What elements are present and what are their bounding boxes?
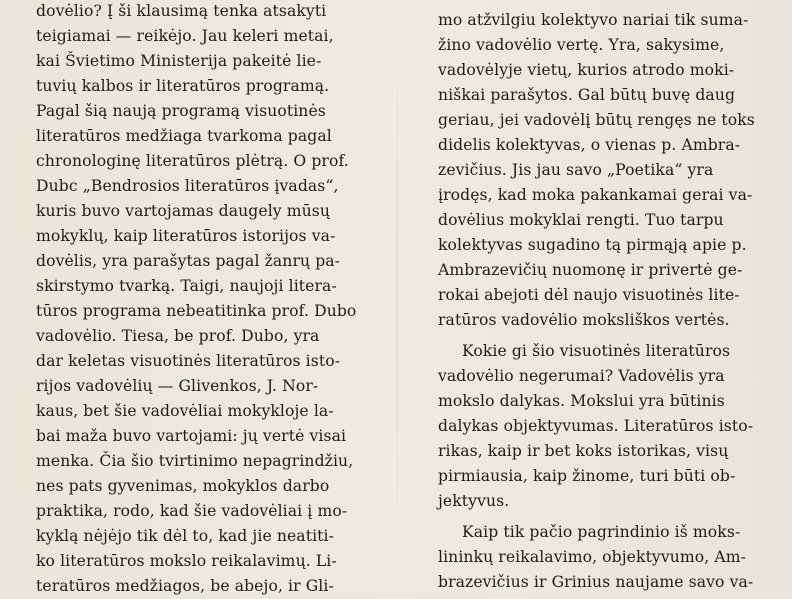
text-line: vadovėlio. Tiesa, be prof. Dubo, yra	[36, 327, 320, 345]
text-line: teratūros medžiagos, be abejo, ir Gli-	[36, 577, 334, 595]
text-line: kuris buvo vartojamas daugely mūsų	[36, 202, 331, 220]
text-line: pirmiausia, kaip žinome, turi būti ob-	[438, 467, 736, 485]
text-line: bai maža buvo vartojami: jų vertė visai	[36, 427, 347, 445]
text-line: mokslo dalykas. Mokslui yra būtinis	[438, 392, 725, 410]
text-line: zevičius. Jis jau savo „Poetika“ yra	[438, 161, 714, 179]
text-line: kyklą nėjėjo tik dėl to, kad jie neatiti-	[36, 527, 334, 545]
text-line: mo atžvilgiu kolektyvo nariai tik suma-	[438, 11, 749, 29]
text-line: kolektyvas sugadino tą pirmąją apie p.	[438, 236, 747, 254]
text-line: dar keletas visuotinės literatūros isto-	[36, 352, 341, 370]
text-line: dalykas objektyvumas. Literatūros isto-	[438, 417, 754, 435]
text-line: praktika, rodo, kad šie vadovėliai į mo-	[36, 502, 348, 520]
text-line: dovėlis, yra parašytas pagal žanrų pa-	[36, 252, 341, 270]
text-line: kai Švietimo Ministerija pakeitė lie-	[36, 52, 322, 70]
text-line: didelis kolektyvas, o vienas p. Ambra-	[438, 136, 741, 154]
text-line: menka. Čia šio tvirtinimo nepagrindžiu,	[36, 452, 354, 470]
text-line: rokai abejoti dėl naujo visuotinės lite-	[438, 286, 740, 304]
text-line: teigiamai — reikėjo. Jau keleri metai,	[36, 27, 334, 45]
text-line: literatūros medžiaga tvarkoma pagal	[36, 127, 332, 145]
text-line: jektyvus.	[438, 492, 510, 510]
text-line: tūros programa nebeatitinka prof. Dubo	[36, 302, 357, 320]
paragraph-start-line: Kokie gi šio visuotinės literatūros	[462, 342, 731, 360]
text-line: skirstymo tvarką. Taigi, naujoji litera-	[36, 277, 337, 295]
column-gutter	[396, 0, 398, 593]
text-line: ratūros vadovėlio moksliškos vertės.	[438, 311, 730, 329]
text-line: rikas, kaip ir bet koks istorikas, visų	[438, 442, 729, 460]
text-line: geriau, jei vadovėlį būtų rengęs ne toks	[438, 111, 755, 129]
text-line: dovėlio? Į ši klausimą tenka atsakyti	[36, 2, 327, 20]
text-line: tuvių kalbos ir literatūros programą.	[36, 77, 330, 95]
text-line: vadovėlyje vietų, kurios atrodo moki-	[438, 61, 735, 79]
text-line: vadovėlio negerumai? Vadovėlis yra	[438, 367, 725, 385]
text-line: chronologinę literatūros plėtrą. O prof.	[36, 152, 349, 170]
text-line: kaus, bet šie vadovėliai mokykloje la-	[36, 402, 334, 420]
text-line: dovėlius mokyklai rengti. Tuo tarpu	[438, 211, 724, 229]
text-line: niškai parašytos. Gal būtų buvę daug	[438, 86, 736, 104]
text-line: Dubc „Bendrosios literatūros įvadas“,	[36, 177, 339, 195]
text-line: Pagal šią naują programą visuotinės	[36, 102, 326, 120]
text-line: ko literatūros mokslo reikalavimų. Li-	[36, 552, 337, 570]
text-line: žino vadovėlio vertę. Yra, sakysime,	[438, 36, 725, 54]
text-line: Ambrazevičių nuomonę ir privertė ge-	[438, 261, 743, 279]
text-line: mokyklų, kaip literatūros istorijos va-	[36, 227, 336, 245]
paragraph-start-line: Kaip tik pačio pagrindinio iš moks-	[462, 523, 741, 541]
text-line: nes pats gyvenimas, mokyklos darbo	[36, 477, 330, 495]
text-line: lininkų reikalavimo, objektyvumo, Am-	[438, 548, 746, 566]
text-line: rijos vadovėlių — Glivenkos, J. Nor-	[36, 377, 319, 395]
text-line: įrodęs, kad moka pakankamai gerai va-	[438, 186, 753, 204]
text-line: brazevičius ir Grinius naujame savo va-	[438, 573, 754, 591]
